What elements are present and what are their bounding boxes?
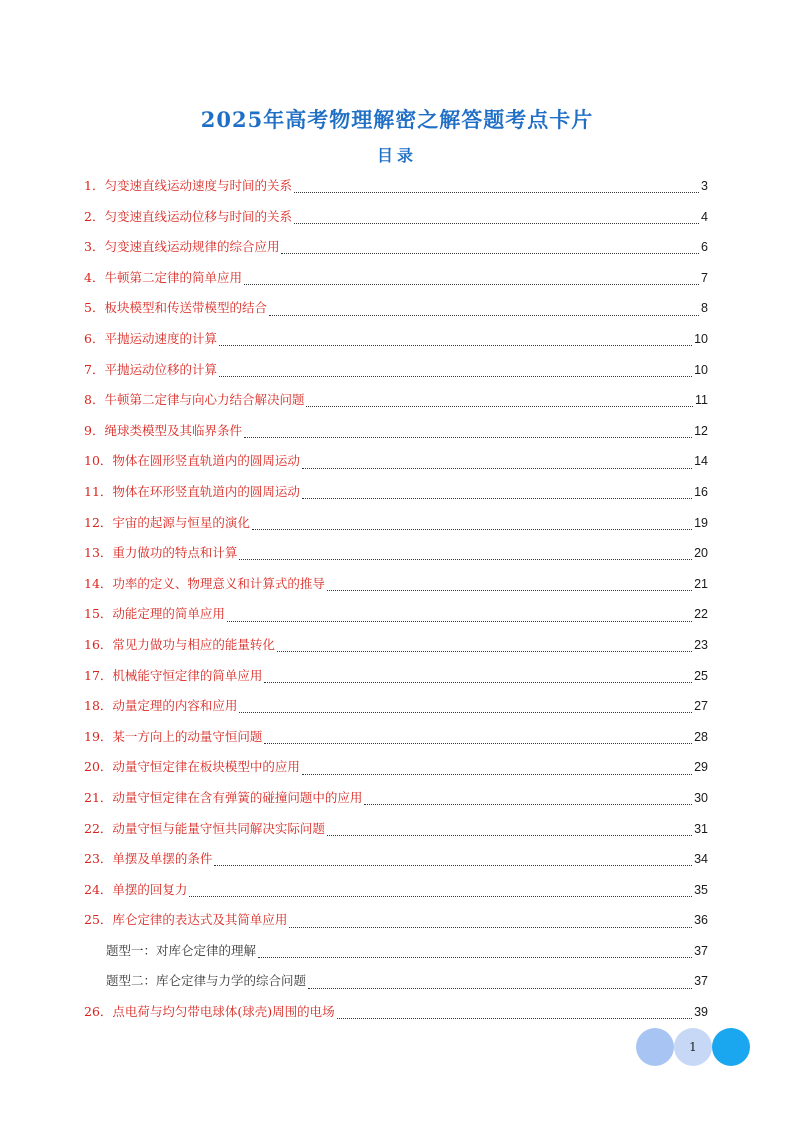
toc-entry-label: 题型一：对库仑定律的理解 [106,942,257,958]
toc-entry[interactable] [84,416,708,447]
toc-dot-leader [281,244,699,254]
toc-dot-leader [302,765,692,775]
toc-entry-label: 19．某一方向上的动量守恒问题 [84,728,263,744]
toc-entry-label: 16．常见力做功与相应的能量转化 [84,636,275,652]
toc-entry-page: 34 [694,852,708,867]
toc-entry-label: 5．板块模型和传送带模型的结合 [84,300,267,316]
toc-entry-label: 10．物体在圆形竖直轨道内的圆周运动 [84,453,300,469]
toc-entry[interactable] [84,844,708,875]
toc-entry-label: 7．平抛运动位移的计算 [84,361,217,377]
toc-entry-page: 12 [694,423,708,438]
toc-dot-leader [239,703,692,713]
toc-dot-leader [252,520,692,530]
toc-entry-label: 题型二：库仑定律与力学的综合问题 [106,973,307,989]
toc-entry-label: 11．物体在环形竖直轨道内的圆周运动 [84,483,300,499]
toc-entry-page: 36 [694,913,708,928]
toc-entry[interactable] [84,599,708,630]
toc-entry[interactable] [84,324,708,355]
toc-entry[interactable] [84,477,708,508]
toc-entry-label: 18．动量定理的内容和应用 [84,698,238,714]
toc-entry[interactable] [84,905,708,936]
toc-dot-leader [327,581,692,591]
toc-dot-leader [327,826,692,836]
toc-entry-page: 7 [701,270,708,285]
toc-dot-leader [244,428,692,438]
toc-entry-label: 23．单摆及单摆的条件 [84,851,213,867]
toc-entry[interactable] [84,722,708,753]
toc-entry-page: 4 [701,209,708,224]
toc-heading: 目录 [376,146,417,165]
toc-entry[interactable] [84,569,708,600]
table-of-contents [84,171,708,1028]
toc-entry-page: 23 [694,637,708,652]
toc-dot-leader [189,887,692,897]
toc-dot-leader [214,856,692,866]
toc-entry-label: 2．匀变速直线运动位移与时间的关系 [84,208,292,224]
toc-dot-leader [227,612,692,622]
page-number: 1 [689,1040,697,1054]
toc-entry[interactable] [84,661,708,692]
toc-entry-page: 39 [694,1005,708,1020]
toc-entry-label: 3．匀变速直线运动规律的综合应用 [84,239,280,255]
toc-entry[interactable] [84,813,708,844]
toc-subentry[interactable] [84,936,708,967]
toc-entry[interactable] [84,508,708,539]
toc-dot-leader [364,795,692,805]
toc-entry-label: 25．库仑定律的表达式及其简单应用 [84,912,288,928]
toc-dot-leader [219,367,692,377]
toc-entry-page: 37 [694,943,708,958]
toc-dot-leader [239,550,692,560]
toc-entry-label: 8．牛顿第二定律与向心力结合解决问题 [84,392,305,408]
toc-subentry[interactable] [84,966,708,997]
toc-entry-page: 27 [694,699,708,714]
toc-dot-leader [264,673,692,683]
toc-dot-leader [302,459,692,469]
toc-dot-leader [289,918,692,928]
toc-entry[interactable] [84,997,708,1028]
toc-entry-label: 24．单摆的回复力 [84,881,188,897]
toc-entry-label: 21．动量守恒定律在含有弹簧的碰撞问题中的应用 [84,789,363,805]
toc-entry-page: 29 [694,760,708,775]
toc-entry[interactable] [84,783,708,814]
toc-entry[interactable] [84,630,708,661]
toc-entry-label: 26．点电荷与均匀带电球体(球壳)周围的电场 [84,1004,335,1020]
toc-dot-leader [294,183,699,193]
toc-entry-page: 3 [701,179,708,194]
document-title: 2025年高考物理解密之解答题考点卡片 [200,107,594,132]
toc-entry[interactable] [84,446,708,477]
toc-entry-label: 17．机械能守恒定律的简单应用 [84,667,263,683]
toc-entry[interactable] [84,538,708,569]
toc-dot-leader [308,979,692,989]
toc-entry-label: 15．动能定理的简单应用 [84,606,225,622]
toc-entry[interactable] [84,385,708,416]
badge-circle-right [712,1028,750,1066]
toc-entry-page: 16 [694,484,708,499]
toc-entry-label: 6．平抛运动速度的计算 [84,331,217,347]
toc-dot-leader [264,734,692,744]
toc-entry[interactable] [84,263,708,294]
toc-dot-leader [277,642,692,652]
toc-entry-label: 22．动量守恒与能量守恒共同解决实际问题 [84,820,325,836]
toc-entry-page: 37 [694,974,708,989]
badge-circle-left [636,1028,674,1066]
toc-entry[interactable] [84,691,708,722]
toc-entry-label: 13．重力做功的特点和计算 [84,545,238,561]
toc-dot-leader [269,306,699,316]
toc-entry-page: 10 [694,332,708,347]
toc-entry-page: 28 [694,729,708,744]
toc-entry-page: 14 [694,454,708,469]
toc-entry[interactable] [84,202,708,233]
toc-entry-page: 22 [694,607,708,622]
toc-entry[interactable] [84,355,708,386]
toc-dot-leader [244,275,699,285]
toc-entry-page: 6 [701,240,708,255]
toc-entry-label: 14．功率的定义、物理意义和计算式的推导 [84,575,325,591]
toc-entry-label: 12．宇宙的起源与恒星的演化 [84,514,250,530]
toc-entry-page: 19 [694,515,708,530]
toc-entry-label: 20．动量守恒定律在板块模型中的应用 [84,759,300,775]
toc-entry-page: 11 [695,393,708,408]
toc-entry-page: 31 [694,821,708,836]
page-number-badge [636,1028,752,1068]
toc-entry-label: 9．绳球类模型及其临界条件 [84,422,242,438]
toc-dot-leader [302,489,692,499]
toc-dot-leader [337,1009,692,1019]
toc-entry-page: 8 [701,301,708,316]
toc-entry[interactable] [84,171,708,202]
toc-entry[interactable] [84,875,708,906]
toc-entry-label: 4．牛顿第二定律的简单应用 [84,269,242,285]
toc-entry-page: 20 [694,546,708,561]
toc-dot-leader [294,214,699,224]
toc-entry[interactable] [84,752,708,783]
toc-dot-leader [306,397,693,407]
toc-entry[interactable] [84,232,708,263]
toc-entry-page: 21 [694,576,708,591]
toc-entry-page: 25 [694,668,708,683]
toc-dot-leader [258,948,692,958]
toc-entry-label: 1．匀变速直线运动速度与时间的关系 [84,178,292,194]
toc-entry-page: 10 [694,362,708,377]
toc-entry-page: 30 [694,790,708,805]
toc-entry-page: 35 [694,882,708,897]
toc-dot-leader [219,336,692,346]
toc-entry[interactable] [84,293,708,324]
